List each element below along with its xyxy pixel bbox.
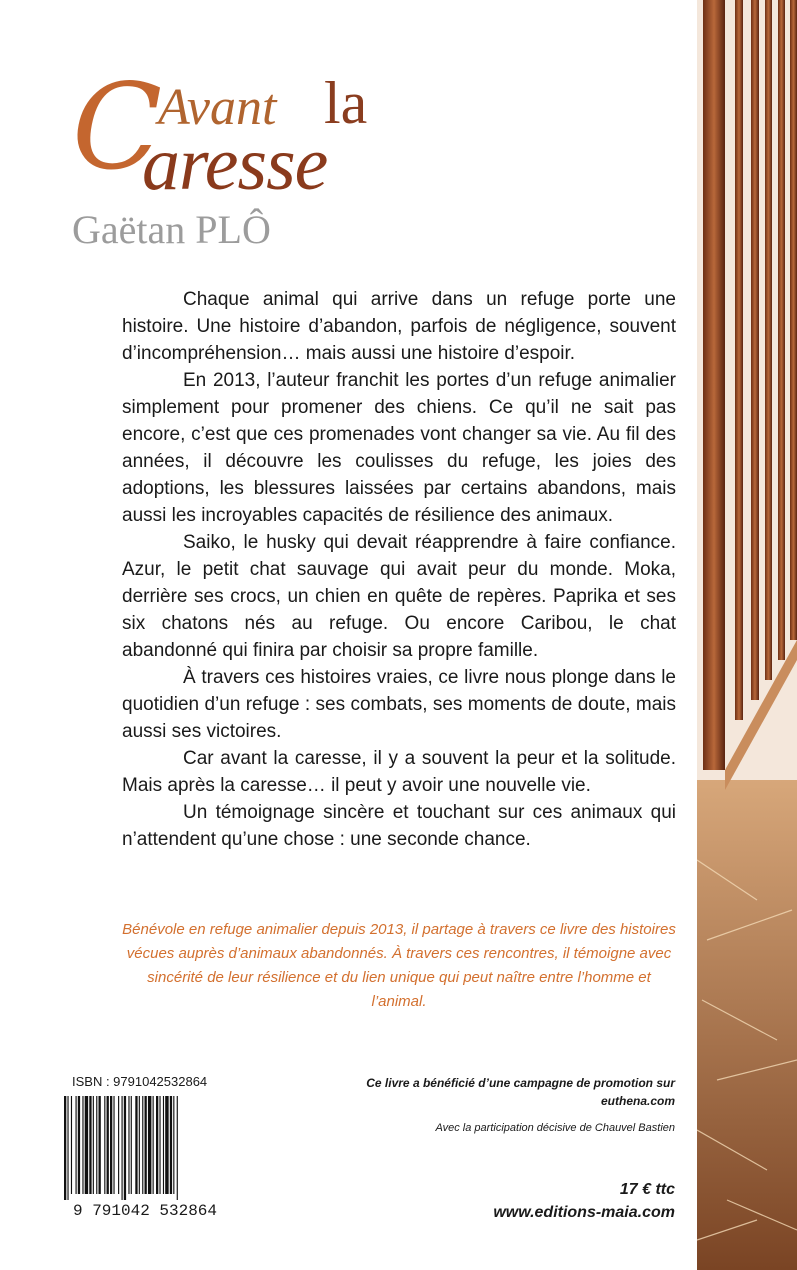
promo-note: Ce livre a bénéficié d’une campagne de promotion sur euthena.com <box>366 1076 675 1108</box>
barcode-bar <box>159 1096 160 1194</box>
barcode-bar <box>64 1096 66 1200</box>
barcode-bar <box>76 1096 77 1194</box>
barcode-bar <box>89 1096 91 1194</box>
title-word-la: la <box>324 70 368 136</box>
barcode-bar <box>122 1096 123 1200</box>
synopsis-paragraph: En 2013, l’auteur franchit les portes d’un refuge animalier simplement pour promener des chiens. Ce qu’il ne sait pas encore, c’est que ces promenades vont changer sa vie. Au fil des années, il découvre les coulisses du refuge, les joies des adoptions, les blessures laissées par certains abandons, mais aussi les incroyables capacités de résilience des animaux. <box>122 370 676 526</box>
barcode-bar <box>78 1096 80 1194</box>
book-title <box>72 58 672 206</box>
barcode-bar <box>173 1096 174 1194</box>
synopsis-paragraph: Saiko, le husky qui devait réapprendre à faire confiance. Azur, le petit chat sauvage qui avait peur du monde. Moka, derrière ses crocs, un chien en quête de repères. Paprika et ses six chatons nés au refuge. Ou encore Caribou, le chat abandonné qui finira par choisir sa propre famille. <box>122 532 676 661</box>
isbn-label: ISBN : 9791042532864 <box>72 1074 208 1089</box>
author-bio: Bénévole en refuge animalier depuis 2013, il partage à travers ce livre des histoires vécues auprès d’animaux abandonnés. À travers ces rencontres, il témoigne avec sincérité de leur résilience et du lien unique qui peut naître entre l’homme et l’animal. <box>122 921 676 1010</box>
barcode-bar <box>99 1096 101 1194</box>
publisher-website: www.editions-maia.com <box>493 1204 675 1221</box>
barcode-bar <box>145 1096 147 1194</box>
barcode-bar <box>135 1096 137 1194</box>
barcode-bar <box>156 1096 158 1194</box>
synopsis-paragraph: Chaque animal qui arrive dans un refuge porte une histoire. Une histoire d’abandon, parfois de négligence, souvent d’incompréhension… mais aussi une histoire d’espoir. <box>122 289 676 364</box>
barcode-bar <box>153 1096 154 1194</box>
barcode-bar <box>107 1096 109 1194</box>
barcode-bar <box>128 1096 129 1194</box>
barcode-bar <box>124 1096 126 1200</box>
synopsis-paragraph: Un témoignage sincère et touchant sur ces animaux qui n’attendent qu’une chose : une seconde chance. <box>122 802 676 850</box>
barcode-bar <box>148 1096 151 1194</box>
synopsis <box>122 286 676 853</box>
title-initial: C <box>72 58 163 196</box>
barcode-bar <box>118 1096 119 1194</box>
barcode-bar <box>113 1096 114 1194</box>
barcode-bar <box>104 1096 105 1194</box>
barcode-bar <box>177 1096 178 1200</box>
barcode-bar <box>142 1096 143 1194</box>
kennel-photo <box>697 0 797 1270</box>
barcode-bar <box>165 1096 168 1194</box>
synopsis-paragraph: Car avant la caresse, il y a souvent la peur et la solitude. Mais après la caresse… il peut y avoir une nouvelle vie. <box>122 748 676 796</box>
barcode-bar <box>163 1096 164 1194</box>
barcode-bar <box>85 1096 88 1194</box>
title-word-aresse: aresse <box>142 122 328 206</box>
barcode-bar <box>82 1096 83 1194</box>
author-name: Gaëtan PLÔ <box>72 207 271 252</box>
barcode <box>60 1094 230 1218</box>
barcode-bar <box>96 1096 97 1194</box>
barcode-bar <box>67 1096 68 1200</box>
barcode-bar <box>93 1096 94 1194</box>
barcode-digits: 9 791042 532864 <box>72 1202 218 1218</box>
title-word-avant: Avant <box>158 79 277 136</box>
barcode-bar <box>170 1096 172 1194</box>
participation-note: Avec la participation décisive de Chauvel Bastien <box>435 1122 675 1134</box>
price: 17 € ttc <box>619 1181 675 1198</box>
barcode-bar <box>131 1096 132 1194</box>
barcode-bar <box>110 1096 112 1194</box>
barcode-bar <box>71 1096 72 1194</box>
barcode-bar <box>139 1096 140 1194</box>
synopsis-paragraph: À travers ces histoires vraies, ce livre nous plonge dans le quotidien d’un refuge : ses combats, ses moments de doute, mais aussi ses victoires. <box>122 667 676 742</box>
